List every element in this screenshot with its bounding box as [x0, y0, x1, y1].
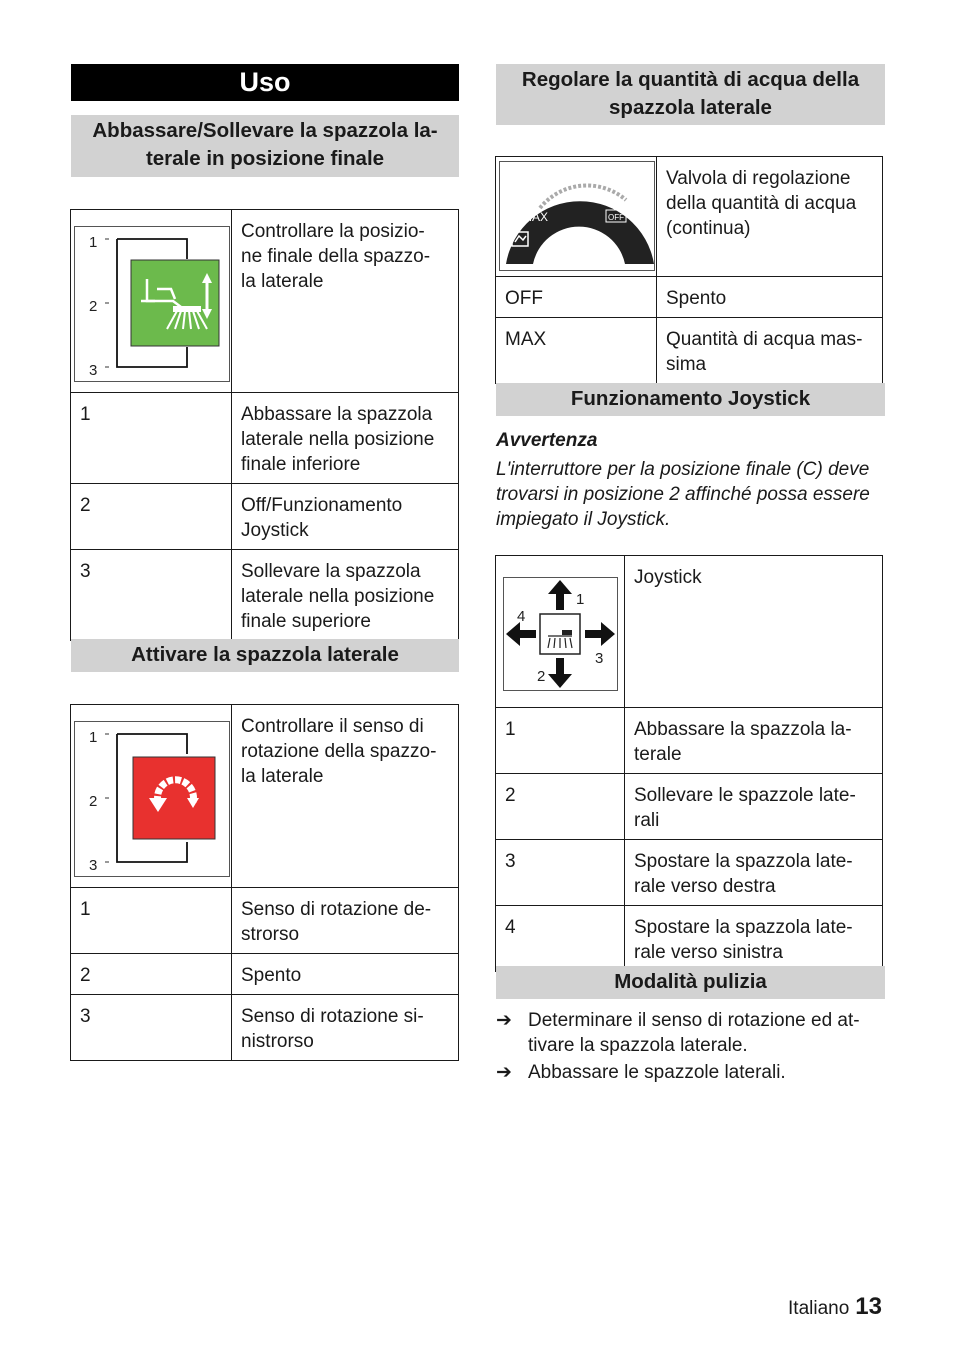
table-row-text: Spostare la spazzola late- rale verso destra: [625, 840, 883, 906]
table-activate: [70, 704, 459, 1061]
table-row-text: Senso di rotazione de- strorso: [232, 888, 459, 954]
table-row-text: Off/Funzionamento Joystick: [232, 484, 459, 550]
figure-label-3: 3: [89, 362, 98, 379]
figure-cell: [496, 556, 625, 708]
intro-cell: Controllare la posizio- ne finale della spazzo- la laterale: [232, 210, 459, 393]
intro-cell: Joystick: [625, 556, 883, 708]
section-heading-cleaning: Modalità pulizia: [496, 966, 885, 999]
note-title: Avvertenza: [496, 430, 598, 451]
table-row-text: Spento: [657, 277, 883, 318]
table-row-text: Senso di rotazione si- nistrorso: [232, 995, 459, 1061]
table-row-key: 3: [71, 995, 232, 1061]
arrow-right-icon: ➔: [496, 1062, 512, 1083]
figure-cell: [71, 210, 232, 393]
cleaning-steps: [496, 1008, 884, 1085]
figure-label-2: 2: [89, 793, 98, 810]
lift-brush-icon: [75, 227, 229, 381]
table-row-text: Sollevare le spazzole late- rali: [625, 774, 883, 840]
water-gauge-icon: [500, 162, 654, 270]
table-row-key: 2: [496, 774, 625, 840]
figure-label-2: 2: [89, 298, 98, 315]
table-row-key: 3: [496, 840, 625, 906]
table-row-text: Abbassare la spazzola la- terale: [625, 708, 883, 774]
figure-label-3: 3: [89, 857, 98, 874]
water-valve-figure: [499, 161, 655, 271]
page-number: 13: [855, 1293, 882, 1320]
section-heading-activate: Attivare la spazzola laterale: [71, 639, 459, 672]
intro-cell: Controllare il senso di rotazione della spazzo- la laterale: [232, 705, 459, 888]
joystick-figure: [503, 577, 618, 691]
table-joystick: [495, 555, 883, 972]
table-row-key: 2: [71, 484, 232, 550]
gauge-off-label: OFF: [608, 213, 624, 222]
arrow-right-icon: ➔: [496, 1010, 512, 1031]
table-row-key: 4: [496, 906, 625, 972]
page-title: Uso: [71, 64, 459, 101]
list-item: ➔ Determinare il senso di rotazione ed at- tivare la spazzola laterale.: [496, 1010, 860, 1056]
rotation-icon: [75, 722, 229, 876]
table-row-text: Abbassare la spazzola laterale nella posizione finale inferiore: [232, 393, 459, 484]
section-heading-joystick: Funzionamento Joystick: [496, 383, 885, 416]
table-row-text: Quantità di acqua mas- sima: [657, 318, 883, 384]
list-item: ➔ Abbassare le spazzole laterali.: [496, 1062, 786, 1083]
intro-cell: Valvola di regolazione della quantità di acqua (continua): [657, 157, 883, 277]
rotation-switch-figure: [74, 721, 230, 877]
table-row-key: 2: [71, 954, 232, 995]
figure-label-4: 4: [517, 608, 526, 625]
gauge-max-label: MAX: [522, 210, 549, 224]
joystick-arrows-icon: [504, 578, 617, 690]
table-lower-raise: [70, 209, 459, 641]
figure-cell: [71, 705, 232, 888]
table-row-key: OFF: [496, 277, 657, 318]
footer-language: Italiano: [788, 1298, 850, 1319]
figure-label-3: 3: [595, 650, 604, 667]
figure-label-1: 1: [89, 234, 98, 251]
table-row-text: Sollevare la spazzola laterale nella posizione finale superiore: [232, 550, 459, 641]
table-row-key: 1: [71, 888, 232, 954]
page-footer: [788, 1294, 882, 1321]
figure-label-1: 1: [576, 591, 585, 608]
table-row-text: Spostare la spazzola late- rale verso sinistra: [625, 906, 883, 972]
section-heading-lower-raise: Abbassare/Sollevare la spazzola la- terale in posizione finale: [71, 115, 459, 177]
figure-cell: [496, 157, 657, 277]
position-switch-figure: [74, 226, 230, 382]
table-row-key: MAX: [496, 318, 657, 384]
table-row-key: 1: [496, 708, 625, 774]
table-row-key: 1: [71, 393, 232, 484]
table-row-text: Spento: [232, 954, 459, 995]
figure-label-2: 2: [537, 668, 546, 685]
table-row-key: 3: [71, 550, 232, 641]
table-water: [495, 156, 883, 384]
section-heading-water: Regolare la quantità di acqua della spazzola laterale: [496, 64, 885, 125]
note-body: L'interruttore per la posizione finale (C) deve trovarsi in posizione 2 affinché possa essere impiegato il Joystick.: [496, 459, 870, 530]
figure-label-1: 1: [89, 729, 98, 746]
